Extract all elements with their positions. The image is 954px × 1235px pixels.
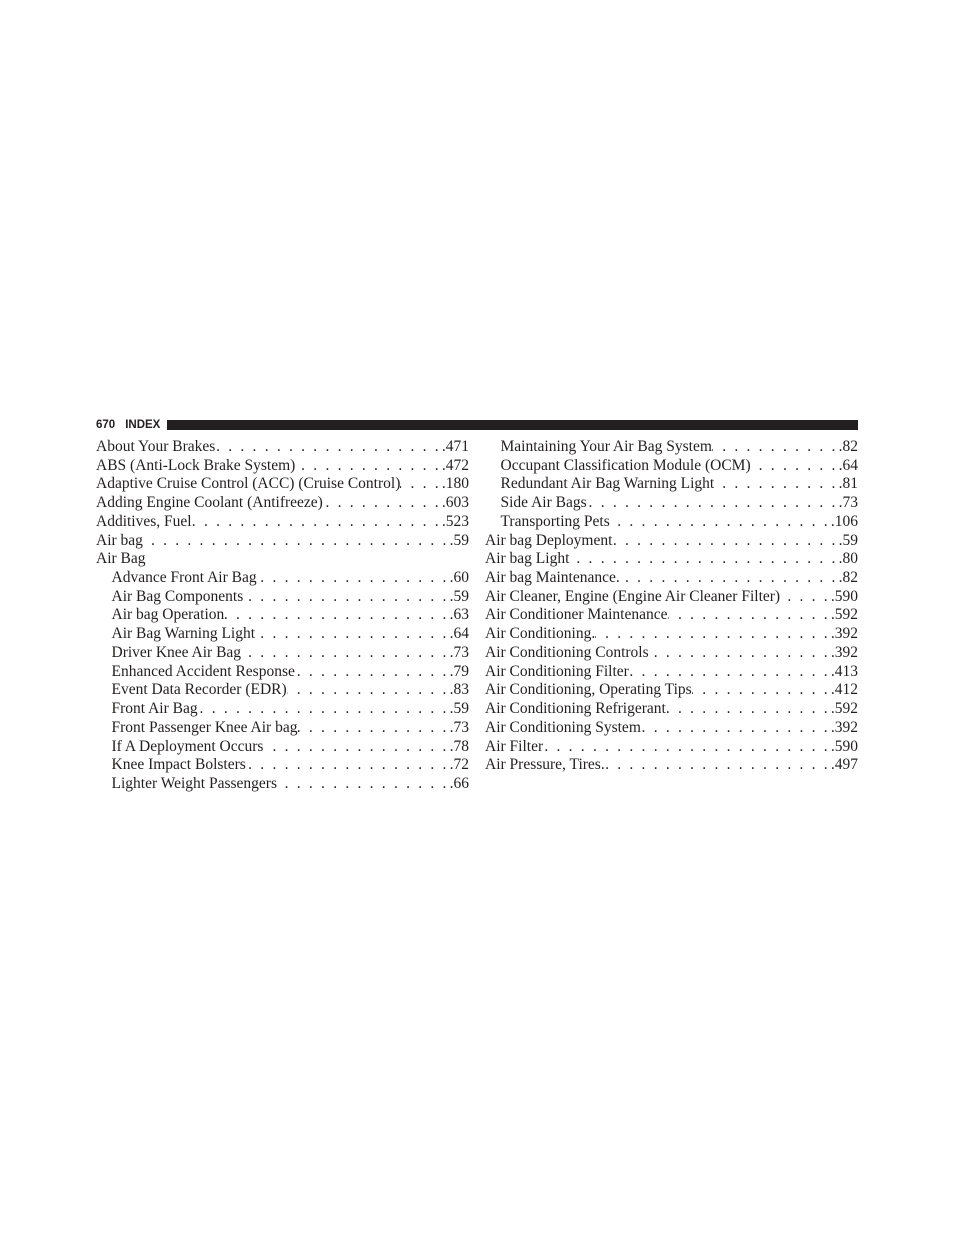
dot-leader	[295, 663, 450, 682]
dot-leader	[714, 475, 838, 494]
index-entry	[485, 681, 858, 700]
index-term: Transporting Pets	[500, 512, 610, 530]
section-title: INDEX	[125, 419, 161, 431]
dot-leader	[295, 457, 442, 476]
index-term: Enhanced Accident Response	[111, 662, 295, 680]
dot-leader	[649, 644, 831, 663]
index-subentry	[96, 606, 469, 625]
dot-leader	[595, 625, 831, 644]
page-reference: .592	[830, 700, 858, 718]
dot-leader	[612, 532, 838, 551]
index-term: About Your Brakes	[96, 438, 216, 455]
page-reference: .603	[441, 494, 469, 512]
page-reference: .82	[838, 569, 858, 587]
dot-leader	[400, 475, 442, 494]
page-reference: .79	[449, 662, 469, 680]
index-subentry	[96, 625, 469, 644]
dot-leader	[587, 494, 839, 513]
dot-leader	[277, 775, 450, 794]
page-header	[96, 418, 858, 432]
index-subentry	[96, 681, 469, 700]
index-entry	[485, 700, 858, 719]
dot-leader	[543, 738, 831, 757]
index-term: Event Data Recorder (EDR)	[111, 681, 287, 699]
index-term: If A Deployment Occurs	[111, 737, 264, 755]
page-reference: .523	[441, 512, 469, 530]
dot-leader	[780, 588, 831, 607]
index-term: Air Conditioning Controls	[485, 643, 649, 661]
dot-leader	[668, 606, 831, 625]
page-reference: .590	[830, 587, 858, 605]
dot-leader	[243, 588, 449, 607]
index-term: Maintaining Your Air Bag System	[500, 438, 712, 455]
dot-leader	[666, 700, 831, 719]
index-entry	[485, 550, 858, 569]
index-term: Occupant Classification Module (OCM)	[500, 456, 751, 474]
page-reference: .180	[441, 475, 469, 493]
index-subentry	[96, 663, 469, 682]
index-term: Lighter Weight Passengers	[111, 774, 277, 792]
page-reference: .80	[838, 550, 858, 568]
page-reference: .59	[838, 531, 858, 549]
index-term: Advance Front Air Bag	[111, 569, 257, 587]
dot-leader	[610, 513, 831, 532]
index-term: Air Conditioning Refrigerant	[485, 700, 666, 718]
index-subentry	[96, 569, 469, 588]
dot-leader	[569, 550, 838, 569]
index-entry	[96, 494, 469, 513]
index-entry	[485, 738, 858, 757]
page-reference: .106	[830, 512, 858, 530]
index-term: Adding Engine Coolant (Antifreeze)	[96, 494, 323, 512]
index-entry	[485, 606, 858, 625]
index-term: Air bag Light	[485, 550, 570, 568]
index-subentry	[96, 588, 469, 607]
index-subentry	[96, 756, 469, 775]
index-entry	[485, 532, 858, 551]
dot-leader	[255, 625, 450, 644]
page-reference: .83	[449, 681, 469, 699]
index-term: Air Conditioning, Operating Tips	[485, 681, 692, 699]
index-entry	[96, 532, 469, 551]
page-reference: .73	[838, 494, 858, 512]
page-reference: .590	[830, 737, 858, 755]
dot-leader	[620, 569, 839, 588]
index-subentry	[96, 738, 469, 757]
dot-leader	[224, 606, 449, 625]
dot-leader	[263, 738, 449, 757]
index-column-left	[96, 438, 469, 794]
index-term: Driver Knee Air Bag	[111, 643, 242, 661]
page-reference: .64	[449, 625, 469, 643]
dot-leader	[215, 438, 442, 457]
index-entry	[485, 644, 858, 663]
dot-leader	[192, 513, 442, 532]
index-subentry	[96, 644, 469, 663]
index-term: Air Filter	[485, 737, 544, 755]
page-reference: .497	[830, 756, 858, 774]
index-subentry	[485, 457, 858, 476]
index-term: Knee Impact Bolsters	[111, 756, 246, 774]
index-term: Air Conditioning System	[485, 718, 641, 736]
dot-leader	[198, 700, 450, 719]
index-entry	[96, 475, 469, 494]
index-term: Air bag Operation	[111, 606, 225, 624]
index-subentry	[485, 475, 858, 494]
page-reference: .392	[830, 718, 858, 736]
index-term: Air Pressure, Tires.	[485, 756, 605, 774]
page-reference: .412	[830, 681, 858, 699]
dot-leader	[287, 681, 450, 700]
index-term: Air bag	[96, 531, 143, 549]
page-reference: .59	[449, 700, 469, 718]
index-column-right	[485, 438, 858, 775]
index-entry	[485, 756, 858, 775]
index-term: Front Passenger Knee Air bag	[111, 718, 298, 736]
dot-leader	[246, 756, 450, 775]
index-entry	[485, 663, 858, 682]
page-reference: .392	[830, 643, 858, 661]
page-reference: .73	[449, 643, 469, 661]
dot-leader	[241, 644, 450, 663]
index-entry	[96, 438, 469, 457]
index-subentry	[485, 494, 858, 513]
index-entry	[485, 625, 858, 644]
page-reference: .64	[838, 456, 858, 474]
page-reference: .72	[449, 756, 469, 774]
page-reference: .59	[449, 531, 469, 549]
page-number: 670	[96, 419, 116, 431]
page-reference: .413	[830, 662, 858, 680]
index-entry	[485, 588, 858, 607]
index-entry	[96, 550, 469, 569]
page-reference: .592	[830, 606, 858, 624]
page-reference: .66	[449, 774, 469, 792]
dot-leader	[629, 663, 831, 682]
index-entry	[485, 719, 858, 738]
page-reference: .471	[441, 438, 469, 455]
header-rule	[167, 420, 858, 430]
index-term: Front Air Bag	[111, 700, 198, 718]
page-reference: .82	[838, 438, 858, 455]
dot-leader	[751, 457, 839, 476]
page-reference: .392	[830, 625, 858, 643]
index-term: Air Conditioner Maintenance	[485, 606, 668, 624]
index-term: Air bag Maintenance.	[485, 569, 620, 587]
index-term: Air Conditioning Filter	[485, 662, 629, 680]
index-term: Side Air Bags	[500, 494, 587, 512]
index-term: Air bag Deployment	[485, 531, 613, 549]
index-term: Air Bag	[96, 550, 146, 568]
index-subentry	[96, 700, 469, 719]
index-subentry	[485, 438, 858, 457]
index-subentry	[96, 775, 469, 794]
index-term: ABS (Anti-Lock Brake System)	[96, 456, 296, 474]
index-term: Air Bag Warning Light	[111, 625, 256, 643]
index-term: Redundant Air Bag Warning Light	[500, 475, 715, 493]
page-reference: .60	[449, 569, 469, 587]
page-reference: .78	[449, 737, 469, 755]
dot-leader	[257, 569, 450, 588]
index-entry	[96, 513, 469, 532]
page-reference: .81	[838, 475, 858, 493]
dot-leader	[605, 756, 831, 775]
index-term: Adaptive Cruise Control (ACC) (Cruise Control)	[96, 475, 401, 493]
dot-leader	[297, 719, 449, 738]
page-reference: .59	[449, 587, 469, 605]
page-reference: .472	[441, 456, 469, 474]
index-entry	[96, 457, 469, 476]
index-term: Air Bag Components	[111, 587, 244, 605]
index-subentry	[485, 513, 858, 532]
dot-leader	[143, 532, 450, 551]
dot-leader	[692, 681, 831, 700]
index-subentry	[96, 719, 469, 738]
dot-leader	[323, 494, 442, 513]
index-entry	[485, 569, 858, 588]
dot-leader	[641, 719, 831, 738]
dot-leader	[712, 438, 839, 457]
page-reference: .63	[449, 606, 469, 624]
index-term: Additives, Fuel	[96, 512, 192, 530]
page-reference: .73	[449, 718, 469, 736]
index-term: Air Conditioning.	[485, 625, 596, 643]
index-term: Air Cleaner, Engine (Engine Air Cleaner Filter)	[485, 587, 781, 605]
